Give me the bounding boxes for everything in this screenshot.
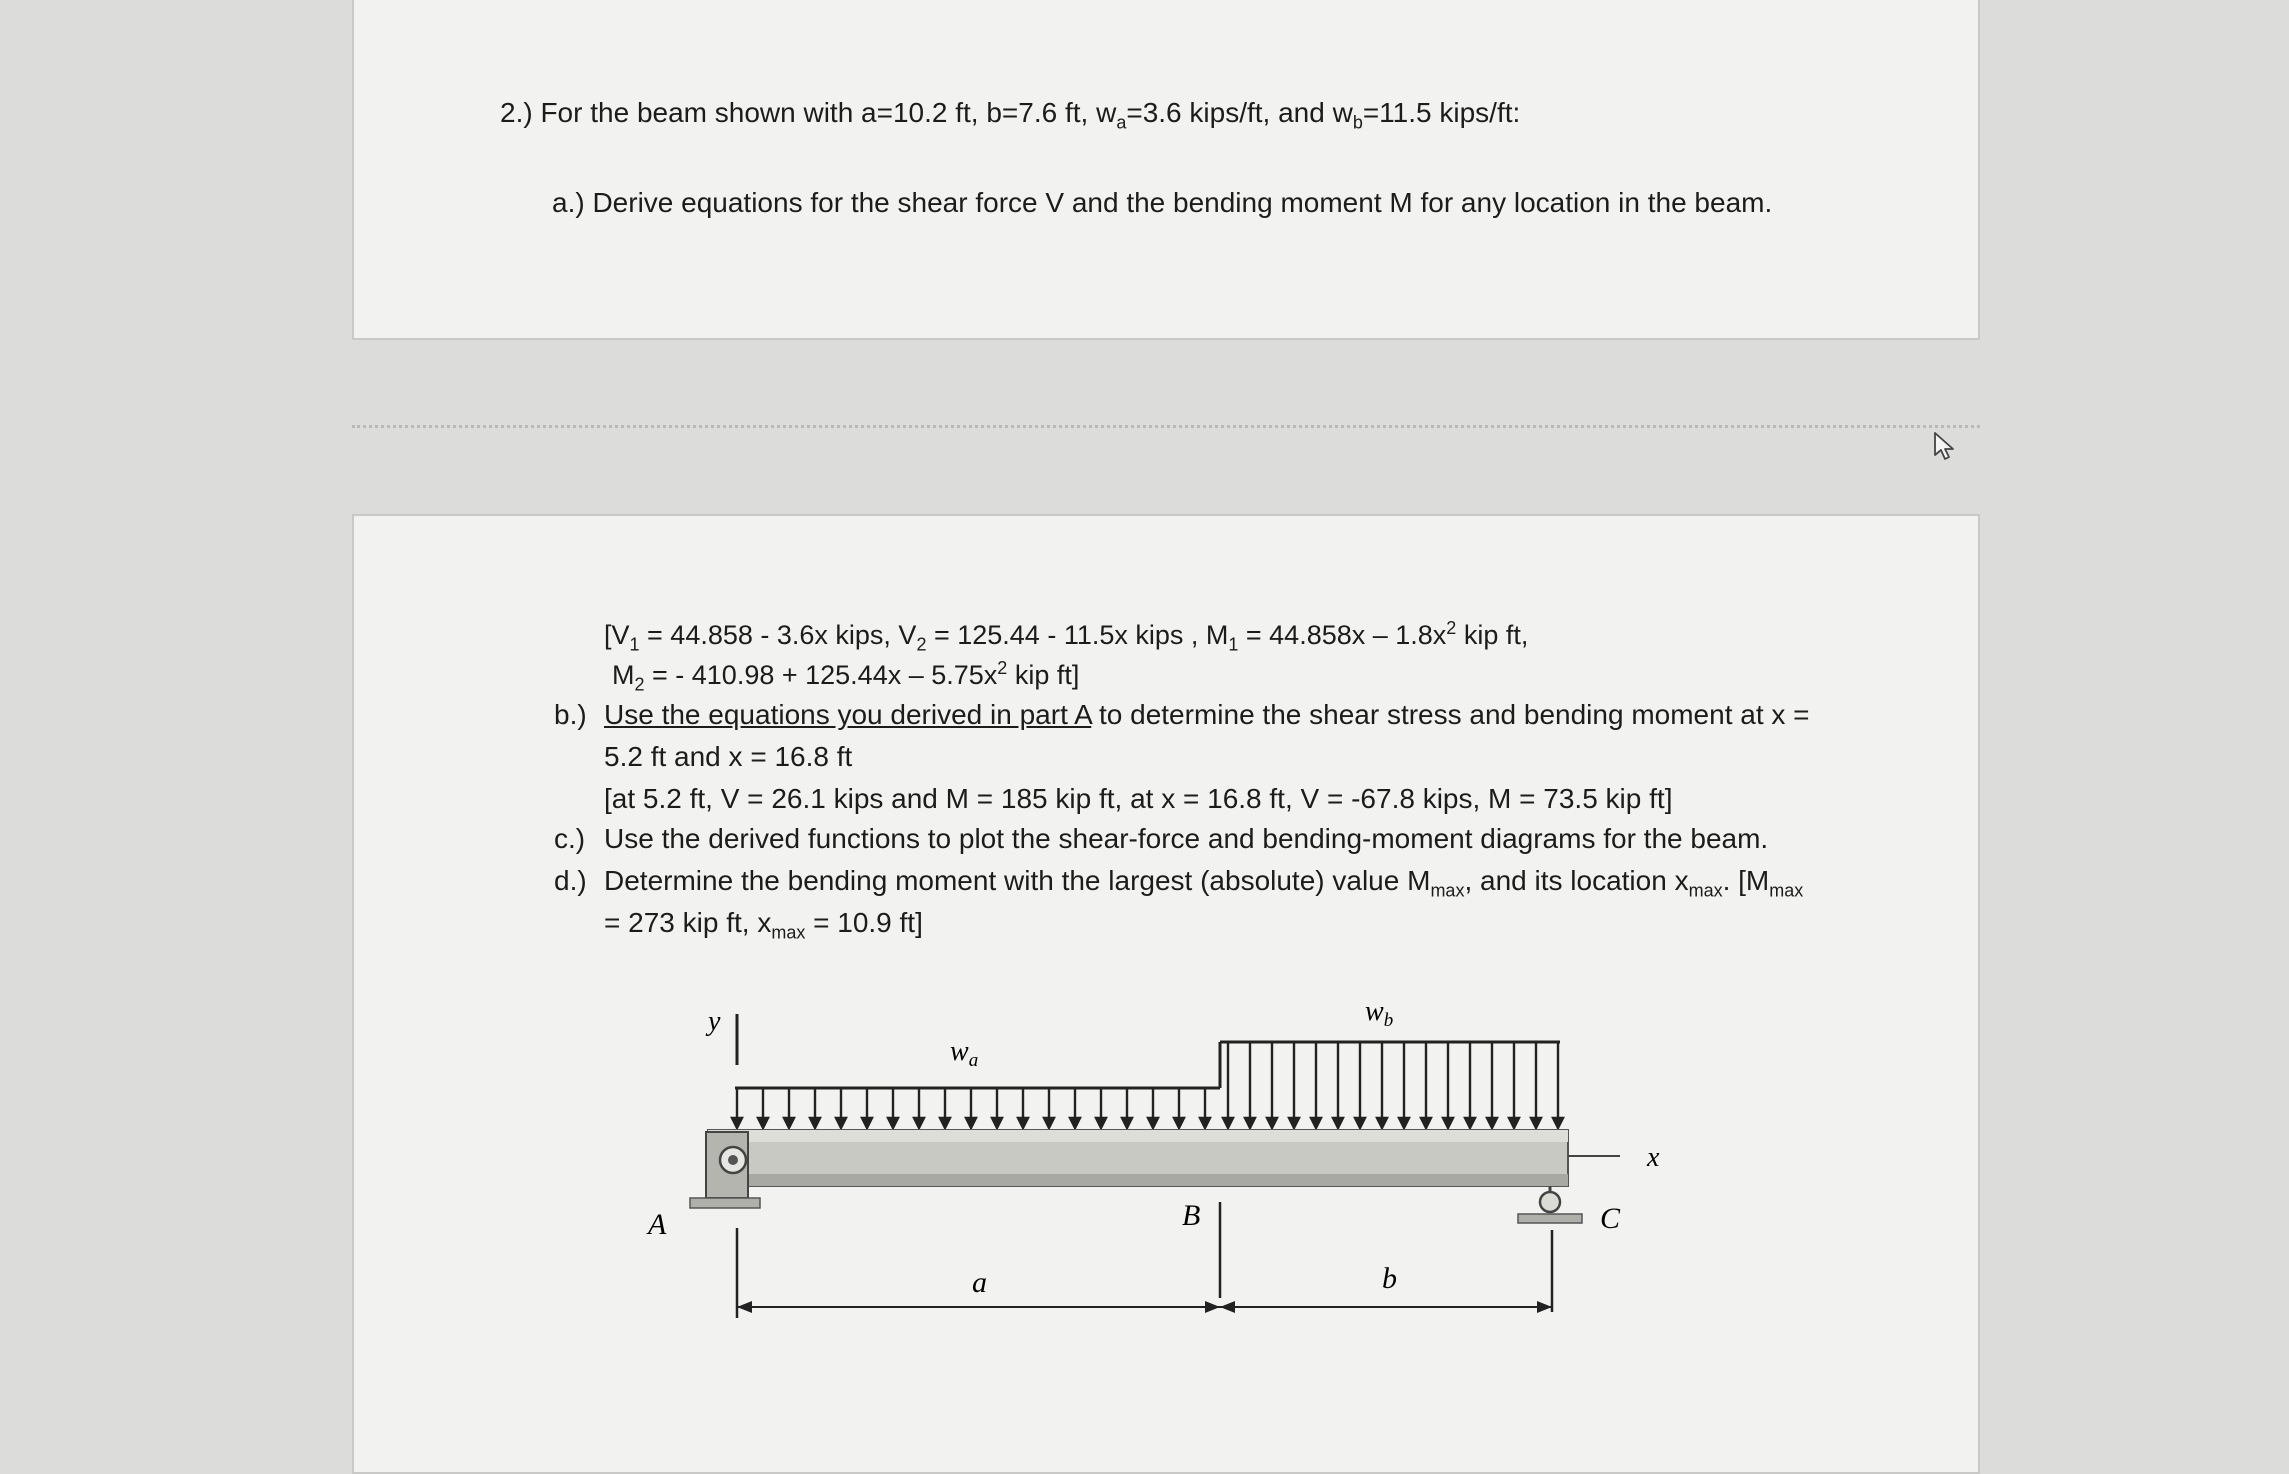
load-arrow-head: [1399, 1118, 1409, 1128]
load-arrow-head: [1465, 1118, 1475, 1128]
label-y: y: [708, 1006, 721, 1037]
load-arrow-head: [784, 1118, 794, 1128]
load-arrow-head: [966, 1118, 976, 1128]
part-b-answer: [at 5.2 ft, V = 26.1 kips and M = 185 kip ft, at x = 16.8 ft, V = -67.8 kips, M = 73.5 kip ft]: [604, 783, 1673, 814]
load-arrow-head: [1096, 1118, 1106, 1128]
part-d-label: d.): [554, 865, 587, 896]
part-a-text: a.) Derive equations for the shear force V and the bending moment M for any location in the beam.: [552, 187, 1773, 218]
part-b-underlined: Use the equations you derived in part A: [604, 699, 1092, 730]
beam-diagram: [620, 980, 1720, 1340]
load-arrow-head: [1044, 1118, 1054, 1128]
label-x: x: [1647, 1142, 1660, 1173]
load-arrow-head: [862, 1118, 872, 1128]
load-arrow-head: [1223, 1118, 1233, 1128]
load-arrow-head: [1148, 1118, 1158, 1128]
part-d-text: Determine the bending moment with the largest (absolute) value $M_{max}$, and its location $x_{max}$. [$M_{max}$: [604, 865, 1804, 901]
part-c-text: Use the derived functions to plot the shear-force and bending-moment diagrams for the beam.: [604, 823, 1769, 854]
answer-line-1: [$V_1 = 44.858 - 3.6x$ kips, $V_2 = 125.44 - 11.5x$ kips , $M_1 = 44.858x - 1.8x^2$ kip ft,: [604, 618, 1529, 655]
mouse-cursor-icon: [1932, 431, 1956, 461]
load-arrow-head: [1487, 1118, 1497, 1128]
label-a: a: [972, 1266, 987, 1299]
divider: [352, 425, 1980, 428]
load-wb-arrows: [1223, 1042, 1563, 1128]
load-arrow-head: [836, 1118, 846, 1128]
part-d-line-2: = 273 kip ft, $x_{max} = 10.9$ ft]: [604, 907, 923, 943]
load-arrow-head: [1289, 1118, 1299, 1128]
load-arrow-head: [1311, 1118, 1321, 1128]
question-card: [352, 0, 1980, 340]
load-arrow-head: [1509, 1118, 1519, 1128]
roller-support-c: [1518, 1186, 1582, 1223]
load-arrow-head: [1070, 1118, 1080, 1128]
load-arrow-head: [1245, 1118, 1255, 1128]
load-arrow-head: [1018, 1118, 1028, 1128]
label-wa: $w_a$: [950, 1036, 979, 1071]
load-arrow-head: [810, 1118, 820, 1128]
label-b: b: [1382, 1262, 1397, 1295]
part-b-label: b.): [554, 699, 587, 730]
load-arrow-head: [1200, 1118, 1210, 1128]
load-arrow-head: [1333, 1118, 1343, 1128]
part-b-line-2: 5.2 ft and x = 16.8 ft: [604, 741, 853, 772]
load-arrow-head: [1421, 1118, 1431, 1128]
label-A: A: [648, 1208, 667, 1241]
load-arrow-head: [1553, 1118, 1563, 1128]
part-b-text: Use the equations you derived in part A to determine the shear stress and bending moment at x =: [604, 699, 1810, 730]
load-arrow-head: [940, 1118, 950, 1128]
label-wb: $w_b$: [1365, 996, 1394, 1031]
load-arrow-head: [914, 1118, 924, 1128]
load-arrow-head: [992, 1118, 1002, 1128]
load-arrow-head: [1174, 1118, 1184, 1128]
answer-line-2: $M_2$ = - $410.98 + 125.44x - 5.75x^2$ kip ft]: [612, 658, 1080, 695]
load-arrow-head: [732, 1118, 742, 1128]
part-c-label: c.): [554, 823, 586, 854]
load-arrow-head: [1122, 1118, 1132, 1128]
load-arrow-head: [758, 1118, 768, 1128]
load-arrow-head: [1355, 1118, 1365, 1128]
label-C: C: [1600, 1202, 1621, 1235]
load-arrow-head: [1531, 1118, 1541, 1128]
load-arrow-head: [1377, 1118, 1387, 1128]
load-arrow-head: [888, 1118, 898, 1128]
problem-statement: 2.) For the beam shown with a=10.2 ft, b=7.6 ft, $w_a=3.6$ kips/ft, and $w_b=11.5$ kips/ft:: [500, 97, 1521, 133]
label-B: B: [1182, 1199, 1201, 1232]
load-wa-arrows: [732, 1088, 1210, 1128]
load-arrow-head: [1443, 1118, 1453, 1128]
load-arrow-head: [1267, 1118, 1277, 1128]
